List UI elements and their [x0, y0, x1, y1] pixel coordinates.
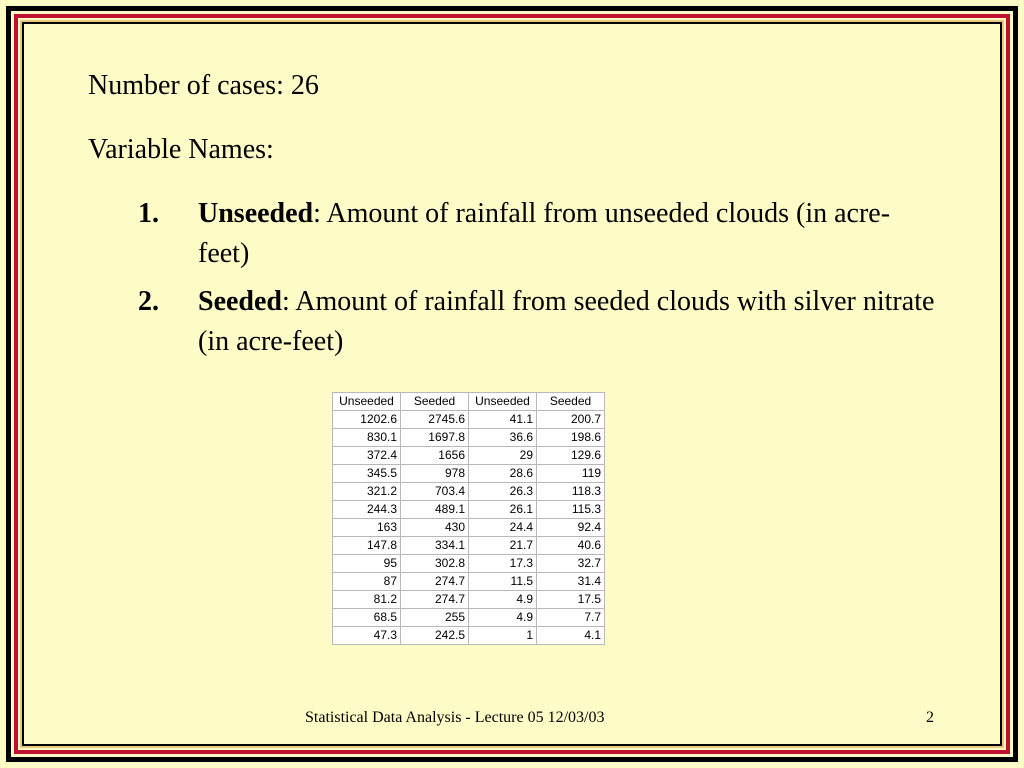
table-cell: 430	[401, 519, 469, 537]
table-cell: 198.6	[537, 429, 605, 447]
table-row	[333, 501, 605, 519]
table-cell: 200.7	[537, 411, 605, 429]
variable-names-heading: Variable Names:	[88, 134, 274, 165]
table-cell: 21.7	[469, 537, 537, 555]
table-cell: 321.2	[333, 483, 401, 501]
table-cell: 703.4	[401, 483, 469, 501]
table-cell: 242.5	[401, 627, 469, 645]
table-row	[333, 447, 605, 465]
variable-term: Seeded	[198, 286, 282, 317]
table-cell: 92.4	[537, 519, 605, 537]
column-header: Unseeded	[333, 393, 401, 411]
table-cell: 4.9	[469, 591, 537, 609]
table-cell: 47.3	[333, 627, 401, 645]
table-row	[333, 465, 605, 483]
table-cell: 119	[537, 465, 605, 483]
table-cell: 24.4	[469, 519, 537, 537]
table-cell: 255	[401, 609, 469, 627]
table-cell: 1202.6	[333, 411, 401, 429]
table-cell: 830.1	[333, 429, 401, 447]
table-cell: 41.1	[469, 411, 537, 429]
table-cell: 129.6	[537, 447, 605, 465]
table-cell: 11.5	[469, 573, 537, 591]
variable-term: Unseeded	[198, 198, 314, 229]
column-header: Unseeded	[469, 393, 537, 411]
table-cell: 1	[469, 627, 537, 645]
table-cell: 118.3	[537, 483, 605, 501]
table-row	[333, 591, 605, 609]
column-header: Seeded	[401, 393, 469, 411]
table-row	[333, 429, 605, 447]
table-cell: 4.9	[469, 609, 537, 627]
table-cell: 32.7	[537, 555, 605, 573]
table-cell: 26.3	[469, 483, 537, 501]
table-row	[333, 627, 605, 645]
table-cell: 87	[333, 573, 401, 591]
table-row	[333, 555, 605, 573]
table-row	[333, 537, 605, 555]
list-item-number: 1.	[138, 198, 159, 229]
table-cell: 28.6	[469, 465, 537, 483]
table-cell: 7.7	[537, 609, 605, 627]
table-cell: 274.7	[401, 573, 469, 591]
column-header: Seeded	[537, 393, 605, 411]
table-cell: 163	[333, 519, 401, 537]
table-cell: 4.1	[537, 627, 605, 645]
rainfall-data-table	[332, 392, 605, 645]
table-cell: 274.7	[401, 591, 469, 609]
table-row	[333, 519, 605, 537]
page-number: 2	[926, 709, 934, 726]
table-cell: 17.5	[537, 591, 605, 609]
table-cell: 147.8	[333, 537, 401, 555]
table-row	[333, 609, 605, 627]
table-cell: 2745.6	[401, 411, 469, 429]
table-cell: 95	[333, 555, 401, 573]
table-cell: 17.3	[469, 555, 537, 573]
variable-description: : Amount of rainfall from unseeded clouds (in acre-feet)	[198, 198, 891, 269]
table-cell: 978	[401, 465, 469, 483]
table-cell: 36.6	[469, 429, 537, 447]
table-cell: 1697.8	[401, 429, 469, 447]
table-header-row	[333, 393, 605, 411]
table-cell: 489.1	[401, 501, 469, 519]
table-cell: 31.4	[537, 573, 605, 591]
table-cell: 345.5	[333, 465, 401, 483]
cases-count-text: Number of cases: 26	[88, 70, 319, 101]
table-cell: 334.1	[401, 537, 469, 555]
table-cell: 244.3	[333, 501, 401, 519]
table-row	[333, 483, 605, 501]
table-row	[333, 573, 605, 591]
table-cell: 26.1	[469, 501, 537, 519]
variable-description: : Amount of rainfall from seeded clouds with silver nitrate (in acre-feet)	[198, 286, 935, 357]
table-cell: 372.4	[333, 447, 401, 465]
list-item-number: 2.	[138, 286, 159, 317]
table-cell: 68.5	[333, 609, 401, 627]
slide-footer: Statistical Data Analysis - Lecture 05 12/03/03	[305, 709, 605, 726]
table-cell: 1656	[401, 447, 469, 465]
table-cell: 81.2	[333, 591, 401, 609]
table-row	[333, 411, 605, 429]
table-cell: 40.6	[537, 537, 605, 555]
table-cell: 302.8	[401, 555, 469, 573]
table-cell: 115.3	[537, 501, 605, 519]
table-cell: 29	[469, 447, 537, 465]
